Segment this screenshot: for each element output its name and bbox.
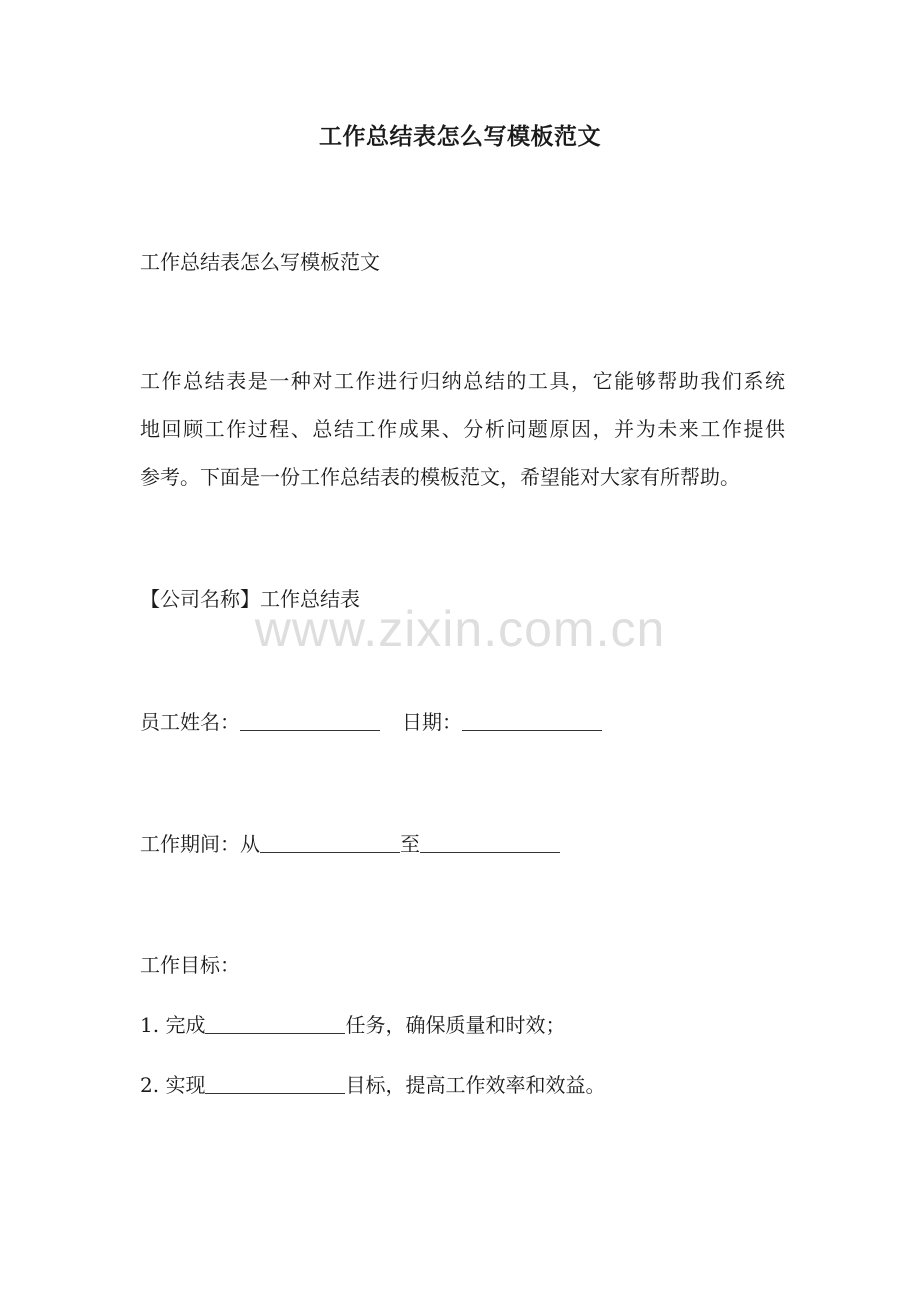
work-period-label: 工作期间：从 xyxy=(140,832,260,856)
goal1-suffix: 任务，确保质量和时效； xyxy=(345,1013,566,1037)
goal-item-2 xyxy=(140,1069,605,1098)
date-label: 日期： xyxy=(402,710,462,734)
company-heading: 【公司名称】工作总结表 xyxy=(140,587,360,611)
goal-item-1 xyxy=(140,1009,565,1038)
period-end-blank[interactable] xyxy=(420,832,560,853)
document-subtitle: 工作总结表怎么写模板范文 xyxy=(140,250,380,274)
intro-line: 工作总结表是一种对工作进行归纳总结的工具，它能够帮助我们系统 xyxy=(140,369,785,393)
goal2-blank[interactable] xyxy=(205,1073,345,1094)
document-title: 工作总结表怎么写模板范文 xyxy=(319,123,601,150)
goal1-prefix: 1. 完成 xyxy=(140,1013,206,1037)
goal1-blank[interactable] xyxy=(205,1013,345,1034)
employee-date-row xyxy=(140,706,602,735)
employee-name-blank[interactable] xyxy=(240,710,380,731)
employee-name-label: 员工姓名： xyxy=(140,710,240,734)
watermark: www.zixin.com.cn xyxy=(254,601,666,657)
intro-line: 地回顾工作过程、总结工作成果、分析问题原因，并为未来工作提供 xyxy=(140,417,785,441)
goals-heading: 工作目标： xyxy=(140,953,240,977)
work-period-row xyxy=(140,828,560,857)
goal2-prefix: 2. 实现 xyxy=(140,1073,206,1097)
date-blank[interactable] xyxy=(462,710,602,731)
intro-paragraph xyxy=(140,357,785,501)
period-start-blank[interactable] xyxy=(260,832,400,853)
period-to-label: 至 xyxy=(400,832,420,856)
intro-line: 参考。下面是一份工作总结表的模板范文，希望能对大家有所帮助。 xyxy=(140,465,740,489)
goal2-suffix: 目标，提高工作效率和效益。 xyxy=(345,1073,606,1097)
